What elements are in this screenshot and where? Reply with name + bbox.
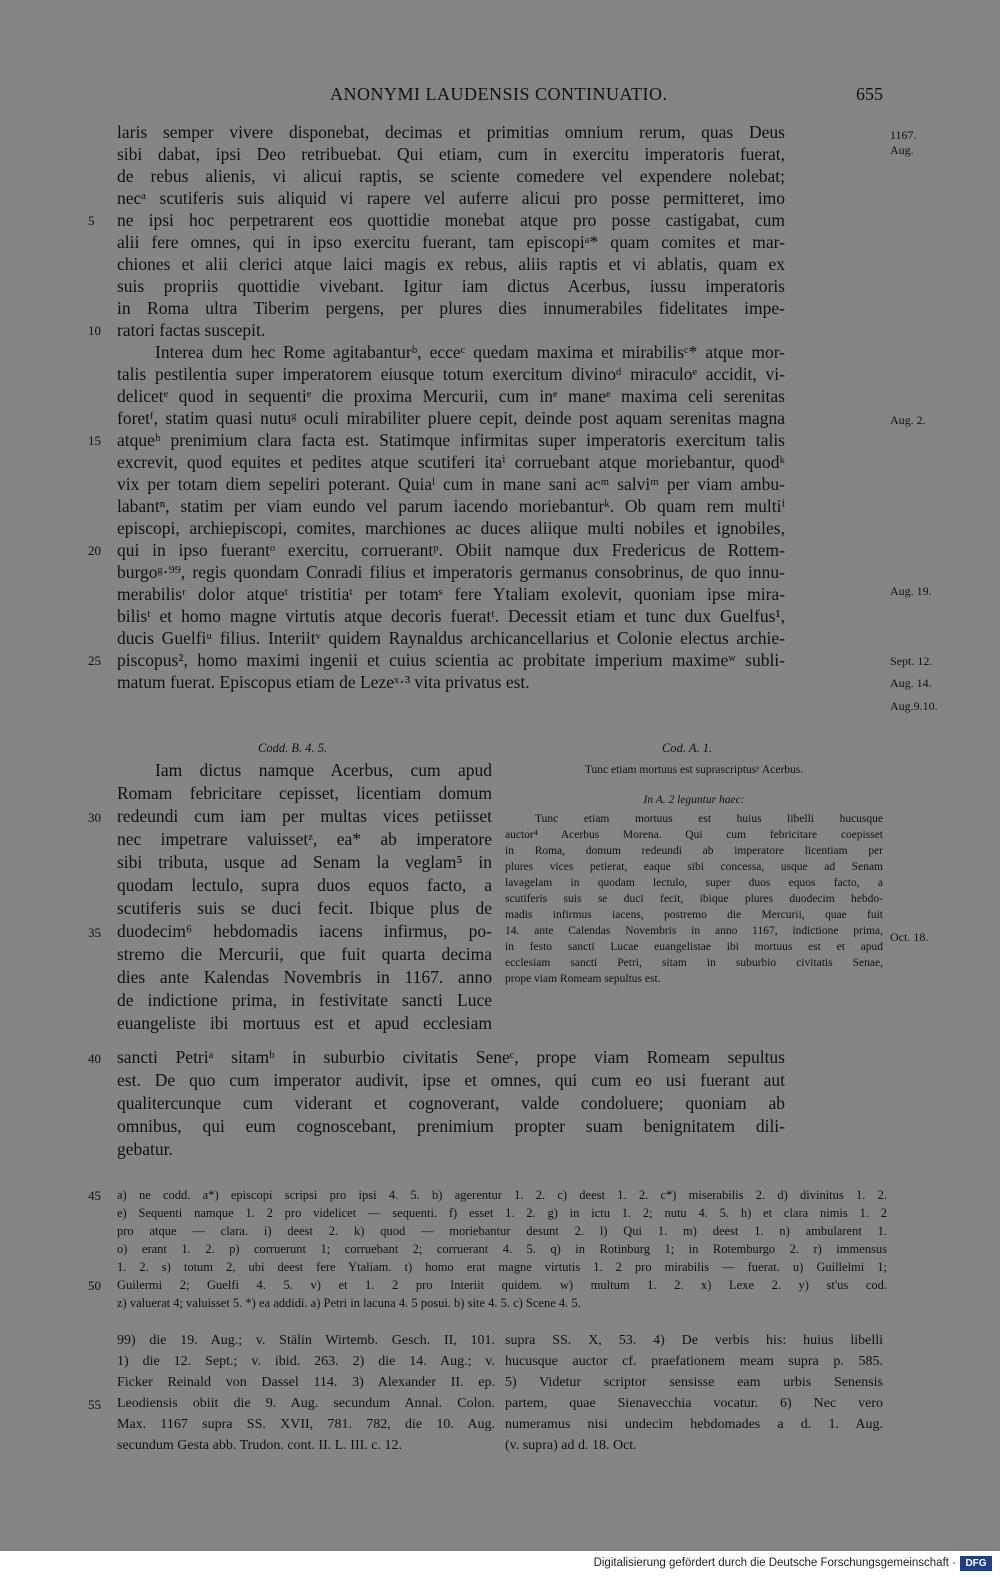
- text-line: ratori factas suscepit.: [117, 320, 266, 340]
- right-col-line: madis infirmus iacens, postremo die Mercurii, quae fuit: [505, 909, 883, 921]
- left-col-line: duodecim⁶ hebdomadis iacens infirmus, po-: [117, 921, 492, 941]
- text-line: sibi dabat, ipsi Deo retribuebat. Qui etiam, cum in exercitu imperatoris fuerat,: [117, 144, 785, 164]
- line-number: 5: [88, 213, 95, 228]
- right-col-line: auctor⁴ Acerbus Morena. Qui cum febricitare coepisset: [505, 829, 883, 841]
- historical-note-line: 99) die 19. Aug.; v. Stälin Wirtemb. Gesch. II, 101.: [117, 1333, 495, 1348]
- text-line: talis pestilentia super imperatorem eiusque totum exercitum divinoᵈ miraculoᵉ accidit, vi-: [117, 364, 785, 384]
- historical-note-line: 5) Videtur scriptor sensisse eam urbis Senensis: [505, 1375, 883, 1390]
- historical-note-line: numeramus nisi undecim hebdomades a d. 1. Aug.: [505, 1417, 883, 1432]
- line-number: 55: [88, 1397, 101, 1412]
- historical-note-line: Leodiensis obiit die 9. Aug. secundum Annal. Colon.: [117, 1396, 495, 1411]
- apparatus-line: a) ne codd. a*) episcopi scripsi pro ipsi 4. 5. b) agerentur 1. 2. c) deest 1. 2. c*) miserabilis 2. d) divinitus 1. 2.: [117, 1188, 887, 1202]
- apparatus-line: e) Sequenti namque 1. 2 pro videlicet — sequenti. f) esset 1. 2. g) in ictu 1. 2; nutu 4. 5. h) et clara nimis 1. 2: [117, 1206, 887, 1220]
- apparatus-line: Guilermi 2; Guelfi 4. 5. v) et 1. 2 pro Interiit quidem. w) multum 1. 2. x) Lexe 2. y) st'us cod.: [117, 1278, 887, 1292]
- text-line: piscopus², homo maximi ingenii et cuius scientia ac probitate imperium maximeʷ subli-: [117, 650, 785, 670]
- funding-footer: [0, 1551, 1000, 1577]
- left-col-line: de indictione prima, in festivitate sancti Luce: [117, 990, 492, 1010]
- text-line: sancti Petriᵃ sitamᵇ in suburbio civitatis Seneᶜ, prope viam Romeam sepultus: [117, 1047, 785, 1067]
- text-line: atqueʰ prenimium clara facta est. Statimque infirmitas super imperatoris exercitum talis: [117, 430, 785, 450]
- historical-note-line: (v. supra) ad d. 18. Oct.: [505, 1438, 637, 1453]
- margin-date: Oct. 18.: [890, 930, 929, 944]
- historical-note-line: supra SS. X, 53. 4) De verbis his: huius libelli: [505, 1333, 883, 1348]
- line-number: 15: [88, 433, 101, 448]
- right-col-line: in festo sancti Lucae euangelistae ibi mortuus est et apud: [505, 941, 883, 953]
- text-line: suis propriis quottidie vivebant. Igitur iam dictus Acerbus, iussu imperatoris: [117, 276, 785, 296]
- page-number: 655: [856, 84, 883, 104]
- historical-note-line: 1) die 12. Sept.; v. ibid. 263. 2) die 14. Aug.; v.: [117, 1354, 495, 1369]
- historical-note-line: secundum Gesta abb. Trudon. cont. II. L. III. c. 12.: [117, 1438, 403, 1453]
- text-line: est. De quo cum imperator audivit, ipse et omnes, qui cum eo usi fuerant aut: [117, 1070, 785, 1090]
- line-number: 10: [88, 323, 101, 338]
- line-number: 35: [88, 925, 101, 940]
- text-line: omnibus, qui eum cognoscebant, prenimium propter suam benignitatem dili-: [117, 1116, 785, 1136]
- right-col-line: ecclesiam sancti Petri, sitam in suburbio civitatis Senae,: [505, 957, 883, 969]
- running-title: ANONYMI LAUDENSIS CONTINUATIO.: [330, 84, 668, 104]
- left-col-line: Romam febricitare cepisset, licentiam domum: [117, 783, 492, 803]
- dfg-logo: DFG: [960, 1556, 992, 1571]
- right-col-line: lavagelam in quodam lectulo, super duos equos facto, a: [505, 877, 883, 889]
- right-col-line: Tunc etiam mortuus est huius libelli hucusque: [535, 813, 883, 825]
- text-line: vix per totam diem sepeliri poterant. Quiaˡ cum in mane sani acᵐ salviᵐ per viam ambu-: [117, 474, 785, 494]
- margin-date: Aug. 2.: [890, 413, 926, 427]
- text-line: qualitercunque cum viderant et cognoverant, valde condoluere; quoniam ab: [117, 1093, 785, 1113]
- text-line: ducis Guelfiᵘ filius. Interiitᵛ quidem Raynaldus archicancellarius et Colonie electus archie-: [117, 628, 785, 648]
- right-col-line: in Roma, domum redeundi ab imperatore licentiam per: [505, 845, 883, 857]
- right-column-header: Cod. A. 1.: [662, 741, 713, 755]
- right-col-line: plures vices petierat, eaque sibi concessa, usque ad Senam: [505, 861, 883, 873]
- margin-date: Aug. 14.: [890, 676, 932, 690]
- left-col-line: redeundi cum iam per multas vices petiisset: [117, 806, 492, 826]
- text-line: gebatur.: [117, 1139, 173, 1159]
- left-col-line: Iam dictus namque Acerbus, cum apud: [155, 760, 492, 780]
- text-line: alii fere omnes, qui in ipso exercitu fuerant, tam episcopiᵃ* quam comites et mar-: [117, 232, 785, 252]
- apparatus-line: o) erant 1. 2. p) corruerunt 1; corruebant 2; corruerant 4. 5. q) in Rotinburg 1; in Rotemburgo 2. r) immensus: [117, 1242, 887, 1256]
- line-number: 50: [88, 1278, 101, 1293]
- margin-date: Aug.9.10.: [890, 699, 938, 713]
- text-line: excrevit, quod equites et pedites atque scutiferi itaⁱ corruebant atque moriebantur, quodᵏ: [117, 452, 785, 472]
- apparatus-line: 1. 2. s) totum 2, ubi deest fere Ytaliam. t) homo erat magne virtutis 1. 2 pro mirabilis — fuerat. u) Guillelmi 1;: [117, 1260, 887, 1274]
- text-line: in Roma ultra Tiberim pergens, per plures dies innumerabiles fidelitates impe-: [117, 298, 785, 318]
- historical-note-line: Max. 1167 supra SS. XVII, 781. 782, die 10. Aug.: [117, 1417, 495, 1432]
- margin-date: Aug. 19.: [890, 584, 932, 598]
- running-header: [0, 84, 1000, 110]
- text-line: labantⁿ, statim per viam eundo vel parum iacendo moriebanturᵏ. Ob quam rem multiⁱ: [117, 496, 785, 516]
- apparatus-line: pro atque — clara. i) deest 2. k) quod — moriebantur desunt 2. l) Qui 1. m) deest 1. n) ambularent 1.: [117, 1224, 887, 1238]
- text-line: necᵃ scutiferis suis aliquid vi rapere vel auferre alicui pro posse permitteret, imo: [117, 188, 785, 208]
- text-line: matum fuerat. Episcopus etiam de Lezeˣ·³ vita privatus est.: [117, 672, 530, 692]
- margin-date: Sept. 12.: [890, 654, 933, 668]
- left-column-header: Codd. B. 4. 5.: [258, 741, 328, 755]
- text-line: merabilisʳ dolor atqueᵗ tristitiaᵗ per totamˢ fere Ytaliam exolevit, quoniam ipse mira-: [117, 584, 785, 604]
- historical-note-line: Ficker Reinald von Dassel 114. 3) Alexander II. ep.: [117, 1375, 495, 1390]
- line-number: 45: [88, 1188, 101, 1203]
- text-line: laris semper vivere disponebat, decimas et primitias omnium rerum, quas Deus: [117, 122, 785, 142]
- text-line: de rebus alienis, vi alicui raptis, se sciente comedere vel expendere nolebat;: [117, 166, 785, 186]
- left-col-line: stremo die Mercurii, que fuit quarta decima: [117, 944, 492, 964]
- margin-year: 1167.: [890, 128, 917, 142]
- left-col-line: dies ante Kalendas Novembris in 1167. anno: [117, 967, 492, 987]
- left-col-line: sibi tributa, usque ad Senam la veglam⁵ in: [117, 852, 492, 872]
- right-col-line: scutiferis suis se duci fecit, ibique plures duodecim hebdo-: [505, 893, 883, 905]
- left-col-line: scutiferis suis se duci fecit. Ibique plus de: [117, 898, 492, 918]
- left-col-line: euangeliste ibi mortuus est et apud ecclesiam: [117, 1013, 492, 1033]
- funding-note: Digitalisierung gefördert durch die Deutsche Forschungsgemeinschaft ·: [593, 1557, 956, 1569]
- text-line: delicetᵉ quod in sequentiᵉ die proxima Mercurii, cum inᵉ maneᵉ maxima celi serenitas: [117, 386, 785, 406]
- text-line: qui in ipso fuerantᵒ exercitu, corruerantᵖ. Obiit namque dux Fredericus de Rottem-: [117, 540, 785, 560]
- line-number: 20: [88, 543, 101, 558]
- line-number: 30: [88, 810, 101, 825]
- text-line: episcopi, archiepiscopi, comites, marchiones ac duces aliique multi nobiles et ignobiles,: [117, 518, 785, 538]
- left-col-line: nec impetrare valuissetᶻ, ea* ab imperatore: [117, 829, 492, 849]
- text-line: burgoᵍ·⁹⁹, regis quondam Conradi filius et imperatoris germanus consobrinus, de quo innu-: [117, 562, 785, 582]
- right-col-line: Tunc etiam mortuus est suprascriptusʸ Acerbus.: [584, 764, 804, 776]
- text-line: Interea dum hec Rome agitabanturᵇ, ecceᶜ quedam maxima et mirabilisᶜ* atque mor-: [155, 342, 785, 362]
- left-col-line: quodam lectulo, supra duos equos facto, a: [117, 875, 492, 895]
- apparatus-line: z) valuerat 4; valuisset 5. *) ea addidi. a) Petri in lacuna 4. 5 posui. b) site 4. 5. c) Scene 4. 5.: [117, 1296, 581, 1310]
- historical-note-line: partem, quae Sienavecchia vocatur. 6) Nec vero: [505, 1396, 883, 1411]
- line-number: 40: [88, 1051, 101, 1066]
- text-line: bilisᵗ et homo magne virtutis atque decoris fueratᵗ. Decessit etiam et tunc dux Guelfus¹,: [117, 606, 785, 626]
- right-col-line: 14. ante Calendas Novembris in anno 1167, indictione prima,: [505, 925, 883, 937]
- right-col-heading: In A. 2 leguntur haec:: [643, 794, 745, 806]
- text-line: foretᶠ, statim quasi nutuᵍ oculi mirabiliter pluere cepit, deinde post aquam serenitas magna: [117, 408, 785, 428]
- margin-date: Aug.: [890, 143, 914, 157]
- right-col-line: prope viam Romeam sepultus est.: [505, 973, 661, 985]
- text-line: ne ipsi hoc perpetrarent eos quottidie monebat atque pro posse castigabat, cum: [117, 210, 785, 230]
- historical-note-line: hucusque auctor cf. praefationem meam supra p. 585.: [505, 1354, 883, 1369]
- text-line: chiones et alii clerici atque laici magis ex rebus, aliis raptis et vi ablatis, quam ex: [117, 254, 785, 274]
- line-number: 25: [88, 653, 101, 668]
